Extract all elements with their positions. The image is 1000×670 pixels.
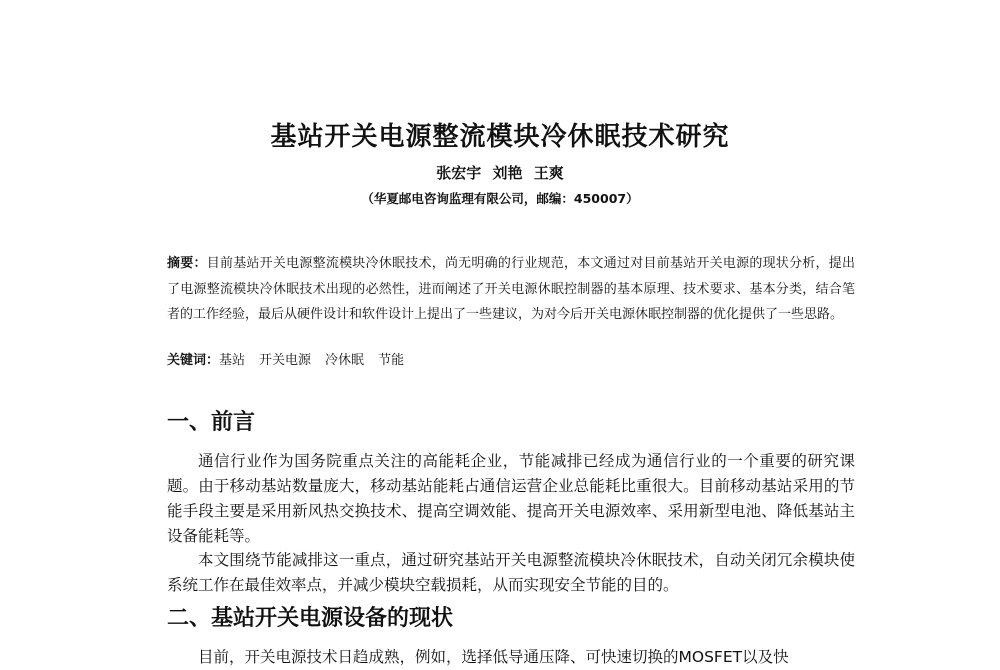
paper-title: 基站开关电源整流模块冷休眠技术研究: [270, 122, 730, 152]
keyword: 开关电源: [259, 353, 312, 368]
section-heading-status: 二、基站开关电源设备的现状: [167, 606, 454, 631]
section-paragraph: 通信行业作为国务院重点关注的高能耗企业，节能减排已经成为通信行业的一个重要的研究课题。由于移动基站数量庞大，移动基站能耗占通信运营企业总能耗比重很大。目前移动基站采用的节能手段主要是采用新风热交换技术、提高空调效能、提高开关电源效率、采用新型电池、降低基站主设备能耗等。: [167, 452, 855, 545]
keyword: 基站: [219, 353, 246, 368]
section-paragraph: 目前，开关电源技术日趋成熟，例如，选择低导通压降、可快速切换的MOSFET以及快: [198, 648, 789, 666]
author-list: 张宏宇 刘艳 王爽: [436, 164, 564, 182]
abstract-text: 目前基站开关电源整流模块冷休眠技术，尚无明确的行业规范，本文通过对目前基站开关电源的现状分析，提出了电源整流模块冷休眠技术出现的必然性，进而阐述了开关电源休眠控制器的基本原理、技术要求、基本分类，结合笔者的工作经验，最后从硬件设计和软件设计上提出了一些建议，为对今后开关电源休眠控制器的优化提供了一些思路。: [167, 256, 855, 322]
abstract: [167, 251, 855, 328]
keyword: 冷休眠: [325, 353, 365, 368]
affiliation: （华夏邮电咨询监理有限公司，邮编：450007）: [361, 191, 639, 206]
abstract-label: 摘要：: [167, 256, 207, 271]
section-paragraph: 本文围绕节能减排这一重点，通过研究基站开关电源整流模块冷休眠技术，自动关闭冗余模块使系统工作在最佳效率点，并减少模块空载损耗，从而实现安全节能的目的。: [167, 551, 855, 594]
section-heading-introduction: 一、前言: [167, 410, 256, 435]
keyword: 节能: [378, 353, 405, 368]
keywords-label: 关键词：: [167, 353, 220, 368]
keywords: [167, 351, 855, 371]
